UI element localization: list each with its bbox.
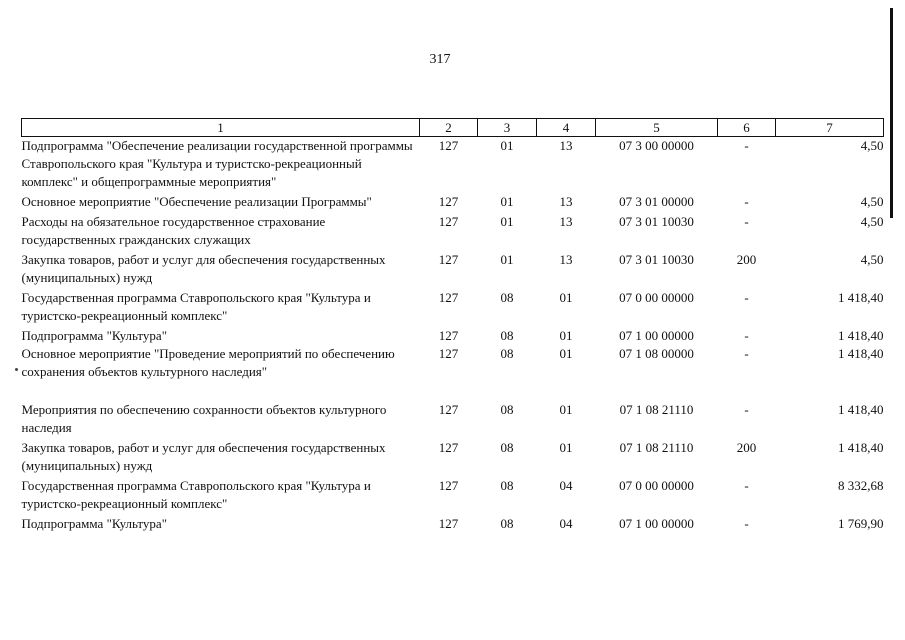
row-ministry-code: 127 [438,214,459,229]
row-subsection: 04 [559,516,573,531]
row-ministry-code: 127 [438,402,459,417]
table-row [22,515,884,535]
row-target-article: 07 1 08 21110 [619,440,694,455]
table-row [22,137,884,194]
row-name: Государственная программа Ставропольского края "Культура и туристско-рекреационный комплекс" [21,478,371,511]
row-name: Подпрограмма "Культура" [21,328,168,343]
row-expense-type: - [744,402,749,417]
row-subsection: 04 [559,478,573,493]
row-ministry-code: 127 [438,194,459,209]
header-col-4: 4 [537,119,596,137]
header-col-1: 1 [22,119,420,137]
row-amount: 4,50 [860,138,884,153]
row-name: Закупка товаров, работ и услуг для обеспечения государственных (муниципальных) нужд [21,252,386,285]
table-row [22,439,884,477]
table-row [22,193,884,213]
row-subsection: 13 [559,214,573,229]
table-row [22,401,884,439]
row-target-article: 07 0 00 00000 [619,478,694,493]
header-row [22,119,884,137]
row-ministry-code: 127 [438,440,459,455]
row-section: 01 [500,194,514,209]
row-target-article: 07 1 00 00000 [619,516,694,531]
row-name: Закупка товаров, работ и услуг для обеспечения государственных (муниципальных) нужд [21,440,386,473]
row-expense-type: - [744,290,749,305]
row-expense-type: - [744,138,749,153]
row-amount: 1 769,90 [838,516,884,531]
row-name: Подпрограмма "Обеспечение реализации государственной программы Ставропольского края "Культура и туристско-рекреационный комплекс" и общепрограммные мероприятия" [21,138,413,189]
row-name: Подпрограмма "Культура" [21,516,168,531]
row-expense-type: - [744,346,749,361]
row-section: 01 [500,138,514,153]
row-ministry-code: 127 [438,346,459,361]
table-row [22,477,884,515]
table-row [22,213,884,251]
row-amount: 8 332,68 [838,478,884,493]
header-col-3: 3 [478,119,537,137]
header-col-7: 7 [776,119,884,137]
row-section: 01 [500,252,514,267]
row-ministry-code: 127 [438,478,459,493]
row-section: 08 [500,402,514,417]
row-section: 01 [500,214,514,229]
row-ministry-code: 127 [438,328,459,343]
row-subsection: 01 [559,440,573,455]
row-ministry-code: 127 [438,252,459,267]
row-amount: 4,50 [860,214,884,229]
row-target-article: 07 0 00 00000 [619,290,694,305]
row-subsection: 13 [559,194,573,209]
table-row [22,345,884,401]
header-col-5: 5 [596,119,718,137]
row-section: 08 [500,290,514,305]
scan-edge-bar [890,8,893,218]
row-expense-type: 200 [736,440,757,455]
margin-mark [15,368,18,371]
row-amount: 4,50 [860,194,884,209]
row-section: 08 [500,516,514,531]
row-target-article: 07 3 01 10030 [619,214,694,229]
row-target-article: 07 1 00 00000 [619,328,694,343]
row-expense-type: - [744,194,749,209]
row-subsection: 01 [559,402,573,417]
row-name: Основное мероприятие "Проведение мероприятий по обеспечению сохранения объектов культурного наследия" [21,346,395,379]
row-name: Расходы на обязательное государственное страхование государственных гражданских служащих [21,214,326,247]
row-subsection: 01 [559,290,573,305]
row-expense-type: - [744,214,749,229]
row-ministry-code: 127 [438,138,459,153]
row-target-article: 07 3 01 00000 [619,194,694,209]
row-expense-type: - [744,516,749,531]
row-name: Мероприятия по обеспечению сохранности объектов культурного наследия [21,402,387,435]
row-amount: 1 418,40 [838,440,884,455]
page-number: 317 [429,52,451,67]
row-ministry-code: 127 [438,290,459,305]
row-ministry-code: 127 [438,516,459,531]
row-section: 08 [500,346,514,361]
row-name: Основное мероприятие "Обеспечение реализации Программы" [21,194,372,209]
row-subsection: 01 [559,328,573,343]
row-name: Государственная программа Ставропольского края "Культура и туристско-рекреационный комплекс" [21,290,371,323]
row-section: 08 [500,440,514,455]
header-col-6: 6 [718,119,776,137]
budget-table [21,118,884,535]
row-amount: 1 418,40 [838,328,884,343]
row-expense-type: - [744,328,749,343]
row-subsection: 13 [559,138,573,153]
table-row [22,327,884,345]
row-subsection: 13 [559,252,573,267]
row-target-article: 07 1 08 00000 [619,346,694,361]
row-subsection: 01 [559,346,573,361]
row-section: 08 [500,478,514,493]
row-target-article: 07 3 00 00000 [619,138,694,153]
row-amount: 1 418,40 [838,290,884,305]
row-amount: 4,50 [860,252,884,267]
row-expense-type: - [744,478,749,493]
row-section: 08 [500,328,514,343]
row-target-article: 07 1 08 21110 [619,402,694,417]
row-expense-type: 200 [736,252,757,267]
row-amount: 1 418,40 [838,402,884,417]
header-col-2: 2 [420,119,478,137]
table-row [22,289,884,327]
row-target-article: 07 3 01 10030 [619,252,694,267]
row-amount: 1 418,40 [838,346,884,361]
table-row [22,251,884,289]
